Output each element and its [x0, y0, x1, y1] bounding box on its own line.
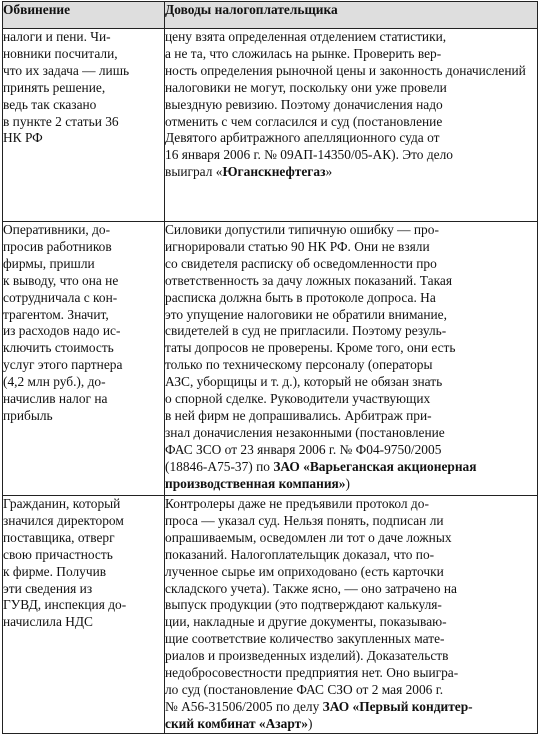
text-line: эти сведения из	[3, 580, 93, 596]
text-line: начислила НДС	[3, 614, 93, 630]
accusation-cell	[3, 222, 165, 496]
text-fragment: выиграл «	[165, 164, 223, 180]
text-line: фирмы, пришли	[3, 255, 95, 271]
text-line: (4,2 млн руб.), до-	[3, 374, 106, 390]
text-line: показаний. Налогоплательщик доказал, что по-	[165, 546, 435, 562]
text-line: только по техническому персоналу (операторы	[165, 357, 433, 373]
text-line: сотрудничала с кон-	[3, 289, 118, 305]
accusation-cell	[3, 496, 165, 734]
text-line: выездную ревизию. Поэтому доначисления надо	[165, 96, 443, 112]
company-name: Юганскнефтегаз	[222, 164, 326, 180]
text-fragment: »	[325, 164, 333, 180]
text-line: складского учета). Также ясно, — оно затрачено на	[165, 580, 458, 596]
text-line: о спорной сделке. Руководители участвующих	[165, 391, 431, 407]
text-line: проса — указал суд. Нельзя понять, подписан ли	[165, 512, 444, 528]
table-header-row	[3, 2, 538, 29]
text-line: Девятого арбитражного апелляционного суда от	[165, 130, 440, 146]
argument-cell	[165, 29, 538, 222]
text-line: ность определения рыночной цены и законность доначислений	[165, 62, 526, 78]
text-line: поставщика, отверг	[3, 529, 115, 545]
text-line: щие соответствие количество закупленных мате-	[165, 631, 445, 647]
text-line: АЗС, уборщицы и т. д.), который не обязан знать	[165, 374, 443, 390]
text-line: знал доначисления незаконными (постановление	[165, 424, 445, 440]
text-line: налоги и пени. Чи-	[3, 29, 111, 44]
header-accusation: Обвинение	[3, 2, 165, 29]
text-line: а не та, что сложилась на рынке. Проверить вер-	[165, 45, 442, 61]
text-line	[165, 699, 537, 716]
text-line: прибыль	[3, 407, 53, 423]
text-line: со свидетеля расписку об осведомленности про	[165, 255, 437, 271]
text-line: из расходов надо ис-	[3, 323, 121, 339]
header-taxpayer-arguments: Доводы налогоплательщика	[165, 2, 538, 29]
text-line: принять решение,	[3, 79, 106, 95]
text-line: цену взята определенная отделением статистики,	[165, 29, 447, 44]
company-name: ЗАО «Первый кондитер-	[322, 698, 473, 714]
text-line: 16 января 2006 г. № 09АП-14350/05-АК). Это дело	[165, 147, 453, 163]
text-line: просив работников	[3, 238, 112, 254]
text-line: таты допросов не проверены. Кроме того, они есть	[165, 340, 456, 356]
text-line: выпуск продукции (это подтверждают калькуля-	[165, 597, 442, 613]
text-line: отменить с чем согласился и суд (постановление	[165, 113, 443, 129]
text-line: что их задача — лишь	[3, 62, 130, 78]
text-fragment: (18846-А75-37) по	[165, 458, 274, 474]
text-line: ГУВД, инспекция до-	[3, 597, 127, 613]
text-line: к выводу, что она не	[3, 272, 119, 288]
text-line: новники посчитали,	[3, 45, 118, 61]
text-line: в ней фирм не допрашивались. Арбитраж при-	[165, 407, 432, 423]
text-line	[165, 716, 537, 733]
text-fragment: )	[307, 715, 313, 731]
text-line: свидетелей в суд не пригласили. Поэтому резуль-	[165, 323, 447, 339]
text-line: трагентом. Значит,	[3, 306, 109, 322]
text-line: это упущение налоговики не обратили внимание,	[165, 306, 447, 322]
text-line: ответственность за дачу ложных показаний. Такая	[165, 272, 452, 288]
text-line: ции, накладные и другие документы, показываю-	[165, 614, 447, 630]
text-line: к фирме. Получив	[3, 563, 107, 579]
company-name: ЗАО «Варьеганская акционерная	[273, 458, 477, 474]
text-line: игнорировали статью 90 НК РФ. Они не взяли	[165, 238, 430, 254]
text-line	[165, 476, 537, 493]
table-row	[3, 496, 538, 734]
text-line: ведь так сказано	[3, 96, 97, 112]
argument-cell	[165, 496, 538, 734]
text-line: Гражданин, который	[3, 496, 121, 511]
text-line: начислив налог на	[3, 391, 108, 407]
table-row	[3, 29, 538, 222]
text-line: НК РФ	[3, 130, 43, 146]
company-name: ский комбинат «Азарт»	[165, 715, 308, 731]
text-line: Контролеры даже не предъявили протокол до-	[165, 496, 429, 511]
text-line: ло суд (постановление ФАС СЗО от 2 мая 2006 г.	[165, 681, 444, 697]
text-line: налоговики не могут, поскольку они уже провели	[165, 79, 447, 95]
company-name: производственная компания»	[165, 475, 346, 491]
accusations-table	[2, 1, 538, 734]
text-line	[165, 164, 537, 181]
text-line: опрашиваемым, осведомлен ли тот о даче ложных	[165, 529, 452, 545]
text-line	[165, 459, 537, 476]
text-line: недобросовестности предприятия нет. Оно выигра-	[165, 665, 459, 681]
text-line: ФАС ЗСО от 23 января 2006 г. № Ф04-9750/2005	[165, 441, 442, 457]
text-line: риалов и произведенных изделий). Доказательств	[165, 648, 449, 664]
text-line: расписка должна быть в протоколе допроса. На	[165, 289, 436, 305]
text-line: в пункте 2 статьи 36	[3, 113, 119, 129]
text-fragment: № А56-31506/2005 по делу	[165, 698, 323, 714]
argument-cell	[165, 222, 538, 496]
text-line: ключить стоимость	[3, 340, 114, 356]
text-line: услуг этого партнера	[3, 357, 123, 373]
text-line: Силовики допустили типичную ошибку — про-	[165, 222, 439, 237]
text-line: Оперативники, до-	[3, 222, 111, 237]
text-line: лученное сырье им оприходовано (есть карточки	[165, 563, 444, 579]
text-fragment: )	[345, 475, 350, 491]
accusation-cell	[3, 29, 165, 222]
table-row	[3, 222, 538, 496]
text-line: свою причастность	[3, 546, 113, 562]
text-line: значился директором	[3, 512, 124, 528]
